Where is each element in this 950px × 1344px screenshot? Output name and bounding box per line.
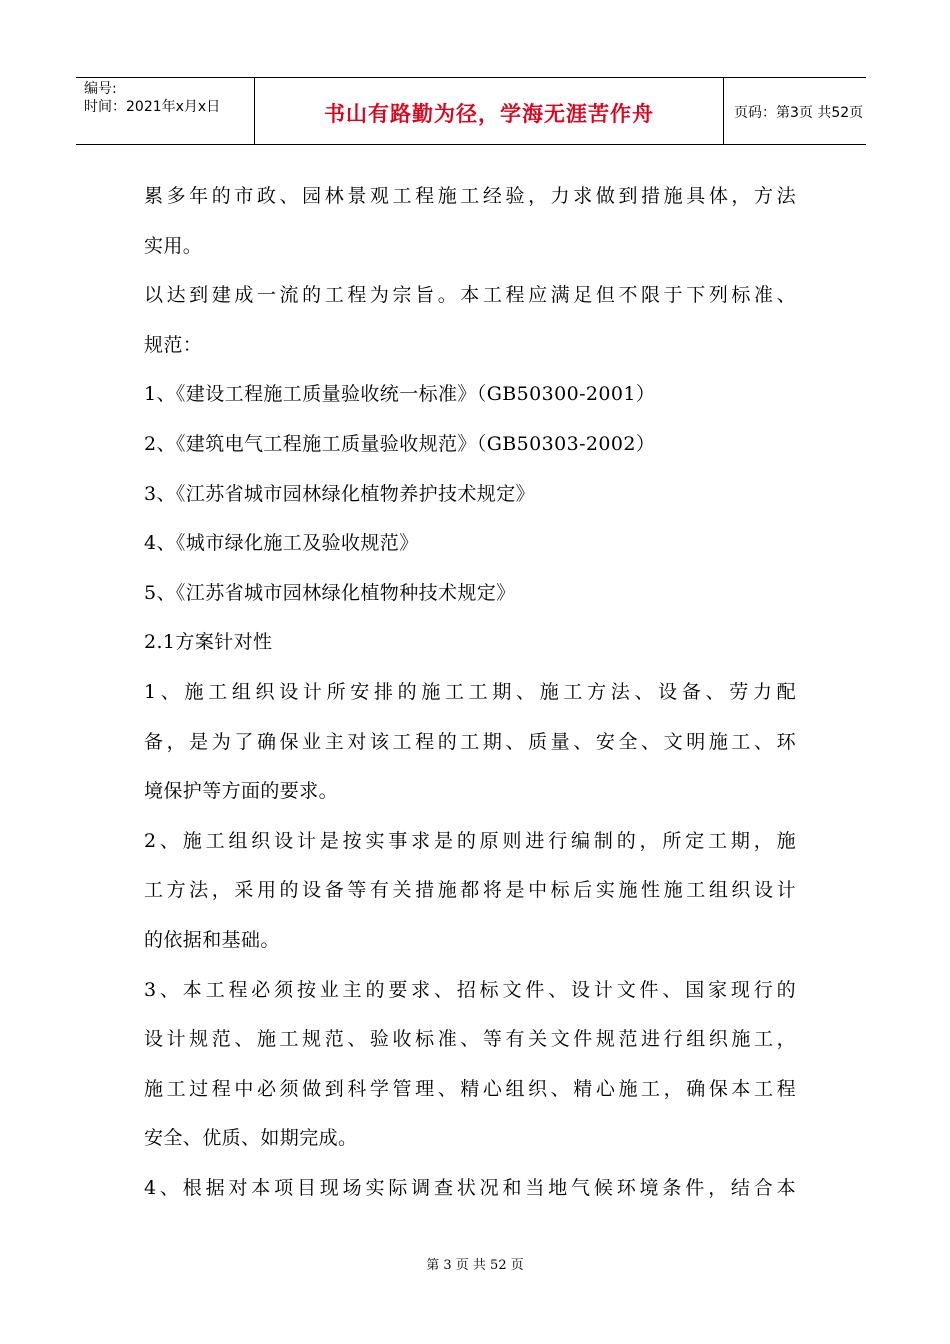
- header-motto: 书山有路勤为径，学海无涯苦作舟: [324, 102, 654, 126]
- document-number-label: 编号:: [84, 81, 117, 97]
- body-line: 施工过程中必须做到科学管理、精心组织、精心施工，确保本工程: [144, 1077, 796, 1100]
- body-line: 设计规范、施工规范、验收标准、等有关文件规范进行组织施工，: [144, 1028, 796, 1051]
- body-line: 境保护等方面的要求。: [144, 780, 339, 803]
- body-line: 1、施工组织设计所安排的施工工期、施工方法、设备、劳力配: [144, 680, 796, 703]
- body-line: 规范：: [144, 333, 203, 356]
- body-line: 的依据和基础。: [144, 928, 280, 951]
- body-line: 工方法，采用的设备等有关措施都将是中标后实施性施工组织设计: [144, 879, 796, 902]
- body-line: 备，是为了确保业主对该工程的工期、质量、安全、文明施工、环: [144, 730, 796, 753]
- standard-item: 4、《城市绿化施工及验收规范》: [144, 532, 419, 555]
- section-heading: 2.1方案针对性: [144, 631, 273, 654]
- header-page-number: 页码：第3页 共52页: [734, 105, 864, 121]
- header-motto-cell: [254, 78, 724, 144]
- body-line: 2、施工组织设计是按实事求是的原则进行编制的，所定工期，施: [144, 829, 796, 852]
- standard-item: 5、《江苏省城市园林绿化植物种技术规定》: [144, 581, 516, 604]
- standard-item: 3、《江苏省城市园林绿化植物养护技术规定》: [144, 482, 535, 505]
- page-footer: 第 3 页 共 52 页: [426, 1258, 524, 1273]
- page-header: [76, 77, 866, 145]
- body-line: 4、根据对本项目现场实际调查状况和当地气候环境条件，结合本: [144, 1176, 796, 1199]
- body-line: 安全、优质、如期完成。: [144, 1127, 358, 1150]
- standard-item: 1、《建设工程施工质量验收统一标准》（GB50300-2001）: [144, 383, 656, 406]
- standard-item: 2、《建筑电气工程施工质量验收规范》（GB50303-2002）: [144, 432, 656, 455]
- document-body: [144, 172, 804, 1213]
- body-line: 3、本工程必须按业主的要求、招标文件、设计文件、国家现行的: [144, 978, 796, 1001]
- header-page-cell: [724, 78, 866, 144]
- body-line: 以达到建成一流的工程为宗旨。本工程应满足但不限于下列标准、: [144, 284, 796, 307]
- body-line: 实用。: [144, 234, 203, 257]
- document-time-label: 时间：2021年x月x日: [84, 99, 221, 115]
- body-line: 累多年的市政、园林景观工程施工经验，力求做到措施具体，方法: [144, 185, 796, 207]
- header-info-cell: [76, 78, 254, 144]
